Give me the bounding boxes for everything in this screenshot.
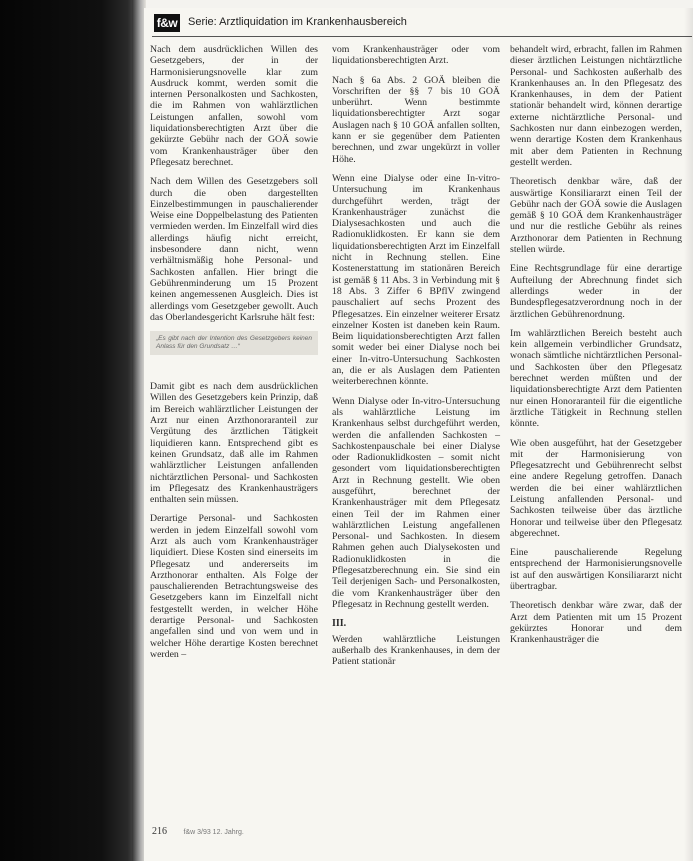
paragraph: Nach dem Willen des Gesetzgebers soll durch die oben dargestellten Einzelbestimmungen in pauschalierender Weise eine Doppelbelastung des Patienten vermieden werden. Im Einzelfall wird dies allerdings häufig nicht erreicht, insbesondere dann nicht, wenn verhältnismäßig hohe Personal- und Sachkosten anfallen. Hier bringt die Gebührenminderung um 15 Prozent keinen angemessenen Ausgleich. Dies ist allerdings vom Gesetzgeber gewollt. Auch das Oberlandesgericht Karlsruhe hält fest: bbox=[150, 176, 318, 323]
paragraph: Damit gibt es nach dem ausdrücklichen Willen des Gesetzgebers kein Prinzip, daß im Bereich wahlärztlicher Leistungen der Arzt nur einen Arzthonoraranteil zur Vergütung des ärztlichen Tätigkeit liquidieren kann. Entsprechend gibt es keinen Grundsatz, daß alle im Rahmen wahlärztlicher Leistungen anfallenden nichtärztlichen Personal- und Sachkosten im Pflegesatz des Krankenhausträgers enthalten sein müssen. bbox=[150, 381, 318, 506]
paragraph: Theoretisch denkbar wäre zwar, daß der Arzt dem Patienten mit um 15 Prozent gekürztes Honorar und dem Krankenhausträger die bbox=[510, 600, 682, 646]
paragraph: Eine pauschalierende Regelung entsprechend der Harmonisierungsnovelle ist auf den auswärtigen Konsiliararzt nicht übertragbar. bbox=[510, 547, 682, 593]
paragraph: Werden wahlärztliche Leistungen außerhalb des Krankenhauses, in dem der Patient stationär bbox=[332, 633, 500, 668]
paragraph: Derartige Personal- und Sachkosten werden in jedem Einzelfall sowohl vom Arzt als auch vom Krankenhausträger liquidiert. Diese Kosten sind einerseits im Pflegesatz und andererseits im Arzthonorar enthalten. Als Folge der pauschalierenden Betrachtungsweise des Gesetzgebers kann im Einzelfall nicht festgestellt werden, in welcher Höhe derartige Personal- und Sachkosten angefallen sind und von wem und in welcher Höhe derartige Kosten berechnet werden – bbox=[150, 513, 318, 660]
text-column-2 bbox=[332, 44, 500, 675]
text-column-1 bbox=[150, 44, 318, 668]
journal-issue: f&w 3/93 12. Jahrg. bbox=[183, 829, 244, 836]
section-heading: III. bbox=[332, 618, 347, 630]
paragraph: Wenn eine Dialyse oder eine In-vitro-Untersuchung im Krankenhaus durchgeführt werden, trägt der Krankenhausträger zunächst die Dialysesachkosten und auch die Radionuklidkosten. Er kann sie dem liquidationsberechtigten Arzt im Einzelfall nicht in Rechnung stellen. Eine Kostenerstattung im stationären Bereich ist gemäß § 11 Abs. 3 in Verbindung mit § 18 Abs. 3 Ziffer 6 BPflV zwingend pauschaliert auf sechs Prozent des Pflegesatzes. Ein einzelner weiterer Ersatz einzelner Kosten ist daneben kein Raum. Beim liquidationsberechtigten Arzt fallen somit weder bei einer Dialyse noch bei einer In-vitro-Untersuchung Sachkosten an, die er als Auslagen dem Patienten weiterberechnen könnte. bbox=[332, 172, 500, 388]
paragraph: vom Krankenhausträger oder vom liquidationsberechtigten Arzt. bbox=[332, 44, 500, 67]
document-page bbox=[144, 8, 693, 861]
paragraph: behandelt wird, erbracht, fallen im Rahmen dieser ärztlichen Leistungen nichtärztliche Personal- und Sachkosten außerhalb des Krankenhauses an. In den Pflegesatz des Krankenhauses, in dem der Patient stationär behandelt wird, können derartige externe nichtärztliche Personal- und Sachkosten nur dann einbezogen werden, wenn derartige Kosten dem Krankenhaus mit aber dem Patienten in Rechnung gestellt werden. bbox=[510, 44, 682, 168]
book-spine-shadow bbox=[0, 0, 145, 861]
paragraph: Im wahlärztlichen Bereich besteht auch kein allgemein verbindlicher Grundsatz, wonach sämtliche nichtärztlichen Personal- und Sachkosten über den Pflegesatz berechnet werden müßten und der liquidationsberechtigte Arzt dem Patienten nur einen Honoraranteil für die eigentliche ärztliche Tätigkeit in Rechnung stellen könnte. bbox=[510, 327, 682, 430]
text-column-3 bbox=[510, 44, 682, 654]
paragraph: Theoretisch denkbar wäre, daß der auswärtige Konsiliararzt einen Teil der Gebühr nach der GOÄ sowie die Auslagen gemäß § 10 GOÄ dem Krankenhausträger und nur die restliche Gebühr als reines Arzthonorar dem Patienten in Rechnung stellen würde. bbox=[510, 176, 682, 256]
page-footer bbox=[152, 826, 244, 837]
page-number: 216 bbox=[152, 826, 167, 837]
paragraph: Wenn Dialyse oder In-vitro-Untersuchung als wahlärztliche Leistung im Krankenhaus selbst durchgeführt werden, werden die anfallenden Sachkosten – Sachkostenpauschale bei einer Dialyse oder Radionuklidkosten – somit nicht gesondert vom liquidationsberechtigten Arzt in Rechnung gestellt. Wie oben ausgeführt, berechnet der Krankenhausträger mit dem Pflegesatz einen Teil der im Rahmen einer wahlärztlichen Leistung angefallenen Personal- und Sachkosten. In diesem Rahmen gehen auch Dialysekosten und Radionuklidkosten in die Pflegesatzberechnung ein. Sie sind ein Teil derjenigen Sach- und Personalkosten, die vom Krankenhausträger über den Pflegesatz in Rechnung gestellt werden. bbox=[332, 395, 500, 610]
paragraph: Eine Rechtsgrundlage für eine derartige Aufteilung der Abrechnung findet sich allerdings weder in der Bundespflegesatzverordnung noch in der ärztlichen Gebührenordnung. bbox=[510, 263, 682, 320]
page-header bbox=[152, 14, 692, 37]
paragraph: Nach dem ausdrücklichen Willen des Gesetzgebers, der in der Harmonisierungsnovelle klar zum Ausdruck kommt, werden somit die internen Personalkosten und Sachkosten, die im Rahmen von wahlärztlichen Leistungen anfallen, sowohl vom liquidationsberechtigten Arzt über die gekürzte Gebühr nach der GOÄ sowie vom Krankenhausträger über den Pflegesatz berechnet. bbox=[150, 44, 318, 168]
paragraph: Wie oben ausgeführt, hat der Gesetzgeber mit der Harmonisierung von Pflegesatzrecht und Gebührenrecht selbst eine andere Regelung getroffen. Danach werden die bei einer wahlärztlichen Leistung anfallenden Personal- und Sachkosten teilweise über das ärztliche Honorar und teilweise über den Pflegesatz abgerechnet. bbox=[510, 437, 682, 539]
journal-logo: f&w bbox=[154, 14, 180, 32]
page-edge-shadow bbox=[684, 8, 693, 861]
series-title: Serie: Arztliquidation im Krankenhausbereich bbox=[188, 16, 407, 28]
pull-quote: „Es gibt nach der Intention des Gesetzgebers keinen Anlass für den Grundsatz …“ bbox=[150, 331, 318, 355]
paragraph: Nach § 6a Abs. 2 GOÄ bleiben die Vorschriften der §§ 7 bis 10 GOÄ unberührt. Wenn bestimmte liquidationsberechtigter Arzt sogar Auslagen nach § 10 GOÄ anfallen sollten, kann er sie gegenüber dem Patienten berechnen, und zwar ungekürzt in voller Höhe. bbox=[332, 74, 500, 165]
